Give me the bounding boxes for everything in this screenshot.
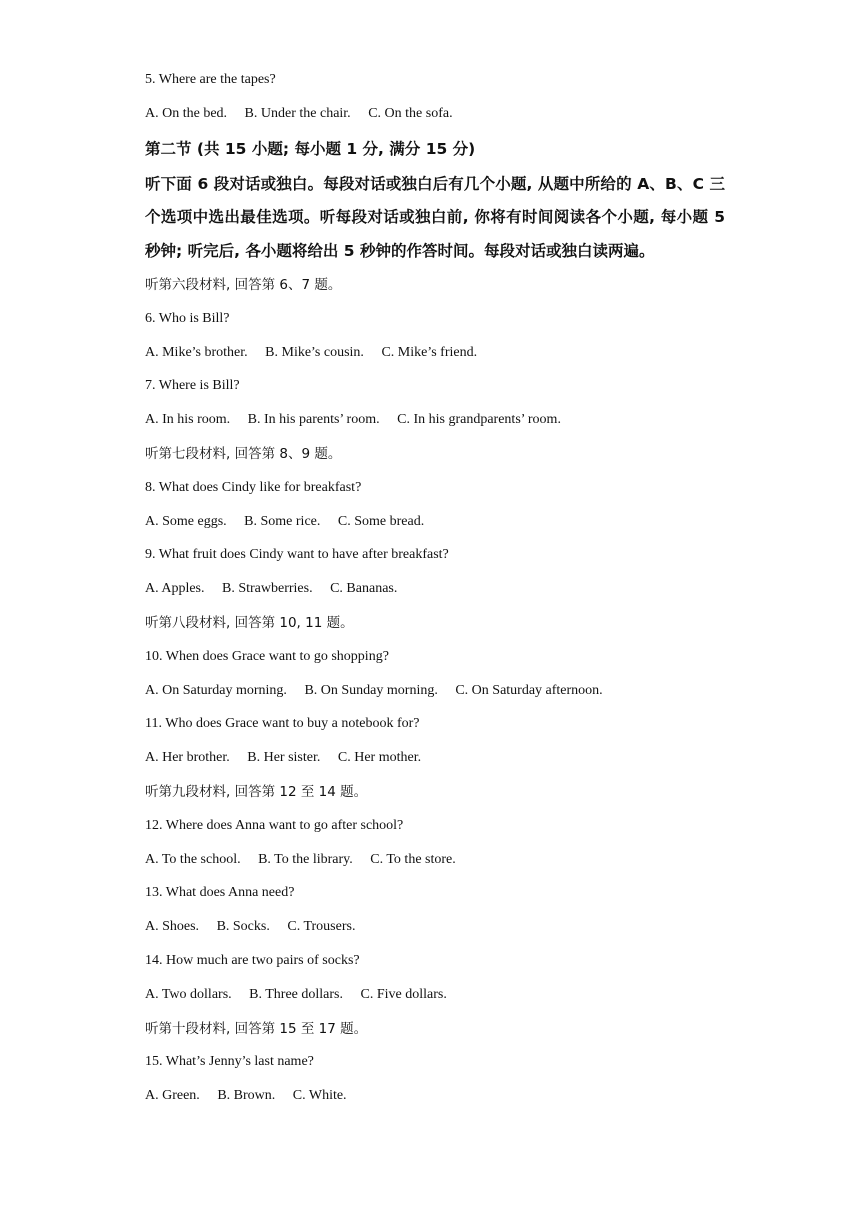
- passage-9-heading: 听第九段材料, 回答第 12 至 14 题。: [145, 783, 368, 800]
- passage-6-heading: 听第六段材料, 回答第 6、7 题。: [145, 276, 342, 293]
- option-b: B. Mike’s cousin.: [265, 344, 364, 360]
- question-13: 13. What does Anna need?: [145, 885, 295, 901]
- question-7: 7. Where is Bill?: [145, 378, 240, 394]
- question-7-options: [145, 410, 725, 430]
- option-c: C. White.: [292, 1088, 347, 1104]
- option-a: A. Mike’s brother.: [145, 344, 248, 360]
- option-a: A. Some eggs.: [145, 513, 227, 529]
- question-8: 8. What does Cindy like for breakfast?: [145, 479, 362, 495]
- question-10-options: [145, 681, 725, 701]
- option-c: C. On the sofa.: [368, 105, 453, 121]
- option-c: C. Bananas.: [330, 581, 398, 597]
- option-c: C. In his grandparents’ room.: [397, 412, 561, 428]
- passage-8-heading: 听第八段材料, 回答第 10, 11 题。: [145, 614, 354, 631]
- option-b: B. Under the chair.: [244, 105, 351, 121]
- option-b: B. In his parents’ room.: [247, 412, 380, 428]
- option-a: A. Green.: [145, 1088, 200, 1104]
- question-12-options: [145, 850, 725, 870]
- question-9-options: [145, 579, 725, 599]
- section-title: 第二节 (共 15 小题; 每小题 1 分, 满分 15 分): [145, 139, 476, 158]
- option-a: A. To the school.: [145, 851, 241, 867]
- question-10: 10. When does Grace want to go shopping?: [145, 648, 389, 664]
- option-c: C. On Saturday afternoon.: [455, 682, 603, 698]
- question-11-options: [145, 748, 725, 768]
- option-a: A. On Saturday morning.: [145, 682, 287, 698]
- question-8-options: [145, 512, 725, 532]
- option-c: C. Mike’s friend.: [381, 344, 478, 360]
- question-15-options: [145, 1086, 725, 1106]
- exam-page: [145, 70, 725, 1120]
- option-b: B. On Sunday morning.: [304, 682, 438, 698]
- question-5-options: [145, 104, 725, 124]
- question-14: 14. How much are two pairs of socks?: [145, 952, 360, 968]
- option-c: C. Five dollars.: [360, 986, 447, 1002]
- option-b: B. Some rice.: [244, 513, 321, 529]
- option-a: A. Her brother.: [145, 750, 230, 766]
- option-c: C. Her mother.: [337, 750, 422, 766]
- question-9: 9. What fruit does Cindy want to have after breakfast?: [145, 547, 449, 563]
- option-b: B. Strawberries.: [222, 581, 313, 597]
- option-a: A. In his room.: [145, 412, 231, 428]
- option-b: B. Her sister.: [247, 750, 321, 766]
- question-12: 12. Where does Anna want to go after school?: [145, 817, 404, 833]
- passage-7-heading: 听第七段材料, 回答第 8、9 题。: [145, 445, 342, 462]
- option-a: A. On the bed.: [145, 105, 228, 121]
- question-6-options: [145, 343, 725, 363]
- option-b: B. Brown.: [217, 1088, 276, 1104]
- question-14-options: [145, 985, 725, 1005]
- option-b: B. To the library.: [258, 851, 353, 867]
- option-b: B. Three dollars.: [249, 986, 343, 1002]
- option-b: B. Socks.: [216, 919, 270, 935]
- passage-10-heading: 听第十段材料, 回答第 15 至 17 题。: [145, 1020, 368, 1037]
- question-5: 5. Where are the tapes?: [145, 72, 276, 87]
- question-13-options: [145, 917, 725, 937]
- option-a: A. Apples.: [145, 581, 205, 597]
- question-6: 6. Who is Bill?: [145, 310, 230, 326]
- option-c: C. To the store.: [370, 851, 456, 867]
- option-c: C. Some bread.: [337, 513, 425, 529]
- section-instructions: 听下面 6 段对话或独白。每段对话或独白后有几个小题, 从题中所给的 A、B、C 三个选项中选出最佳选项。听每段对话或独白前, 你将有时间阅读各个小题, 每小题 5 秒钟; 听完后, 各小题将给出 5 秒钟的作答时间。每段对话或独白读两遍。: [145, 174, 725, 261]
- question-15: 15. What’s Jenny’s last name?: [145, 1054, 314, 1070]
- question-11: 11. Who does Grace want to buy a notebook for?: [145, 716, 420, 732]
- option-a: A. Two dollars.: [145, 986, 232, 1002]
- option-c: C. Trousers.: [287, 919, 356, 935]
- option-a: A. Shoes.: [145, 919, 200, 935]
